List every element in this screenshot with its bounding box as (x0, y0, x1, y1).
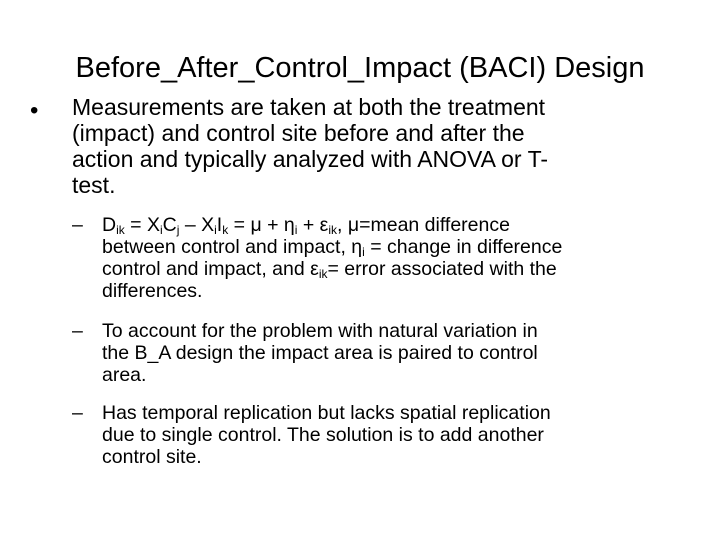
formula-subscript: i (362, 245, 365, 259)
formula-part: control and impact, and ε (102, 258, 319, 280)
sub-item-text (102, 402, 672, 468)
formula-subscript: j (176, 223, 180, 237)
sub-item-line: control site. (102, 446, 202, 468)
formula-subscript: i (214, 223, 217, 237)
main-bullet-line: test. (72, 172, 116, 198)
formula-part: = error associated with the (327, 258, 557, 280)
formula-line (102, 258, 672, 280)
slide-title: Before_After_Control_Impact (BACI) Design (75, 52, 645, 84)
dash-marker: – (72, 402, 83, 424)
formula-subscript: k (222, 223, 229, 237)
formula-subscript: i (294, 223, 298, 237)
formula-part: I (216, 214, 223, 236)
bullet-marker: • (30, 97, 39, 124)
formula-text (102, 214, 672, 302)
formula-subscript: ik (328, 223, 338, 237)
sub-item-line: area. (102, 364, 147, 386)
sub-item-text (102, 320, 672, 386)
dash-marker: – (72, 214, 83, 236)
formula-part: + ε (297, 214, 329, 236)
formula-subscript: ik (116, 223, 125, 237)
main-bullet-line: Measurements are taken at both the treatment (72, 94, 546, 120)
sub-item-line: the B_A design the impact area is paired to control (102, 342, 538, 364)
formula-line (102, 236, 672, 258)
formula-part: = X (124, 214, 160, 236)
main-bullet-line: (impact) and control site before and after the (72, 120, 525, 146)
formula-subscript: i (160, 223, 163, 237)
formula-part: D (102, 214, 117, 236)
sub-item-line: To account for the problem with natural variation in (102, 320, 538, 342)
formula-line (102, 214, 672, 236)
sub-item-line: due to single control. The solution is to add another (102, 424, 544, 446)
formula-subscript: ik (318, 267, 328, 281)
formula-part: between control and impact, η (102, 236, 363, 258)
formula-part: C (162, 214, 177, 236)
sub-item-line: Has temporal replication but lacks spatial replication (102, 402, 551, 424)
main-bullet-line: action and typically analyzed with ANOVA or T- (72, 146, 549, 172)
formula-part: – X (179, 214, 215, 236)
dash-marker: – (72, 320, 83, 342)
main-bullet-text (72, 94, 662, 198)
formula-part: = μ + η (228, 214, 295, 236)
formula-part: , μ=mean difference (337, 214, 510, 236)
formula-part: = change in difference (364, 236, 563, 258)
formula-line: differences. (102, 280, 203, 302)
